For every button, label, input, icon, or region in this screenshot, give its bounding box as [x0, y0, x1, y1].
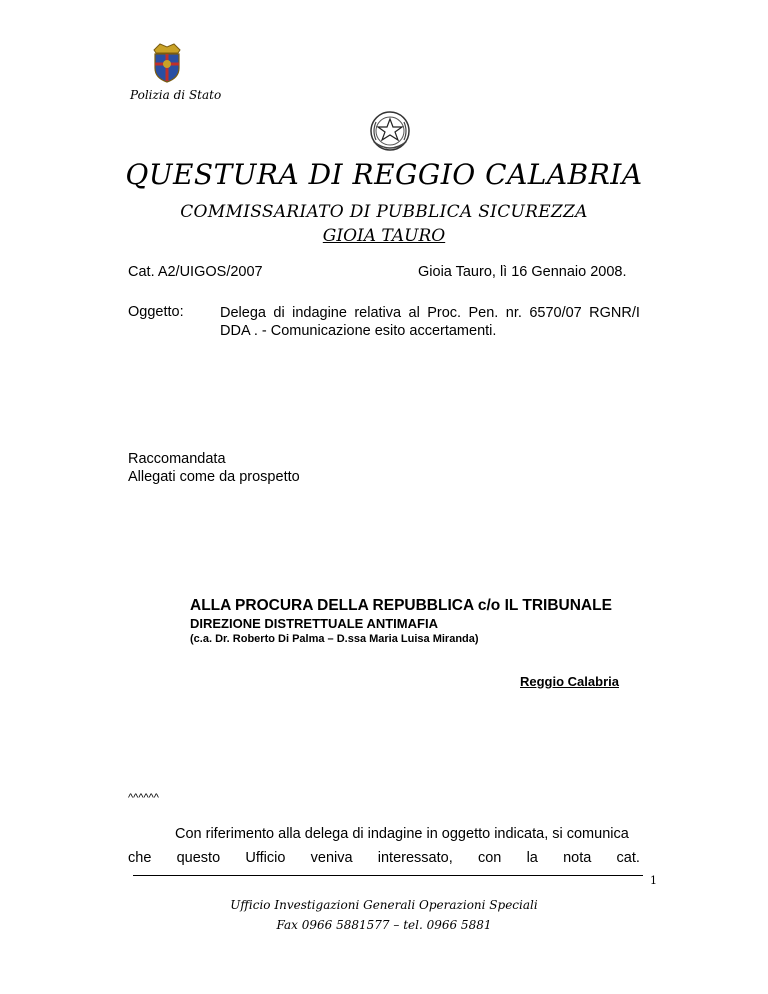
- body-line-1: Con riferimento alla delega di indagine in oggetto indicata, si comunica: [175, 826, 629, 842]
- category-code: Cat. A2/UIGOS/2007: [128, 264, 263, 280]
- delivery-method: Raccomandata: [128, 451, 226, 467]
- footer-office: Ufficio Investigazioni Generali Operazioni Speciali: [230, 898, 538, 912]
- polizia-emblem-icon: [148, 40, 186, 84]
- subject-word: al: [408, 305, 420, 321]
- recipient-line-2: DIREZIONE DISTRETTUALE ANTIMAFIA: [190, 616, 438, 631]
- commissariato-subtitle: COMMISSARIATO DI PUBBLICA SICUREZZA: [180, 202, 588, 222]
- body-word: la: [526, 850, 538, 866]
- recipient-city: Reggio Calabria: [520, 674, 619, 689]
- subject-word: relativa: [354, 305, 402, 321]
- police-label: Polizia di Stato: [130, 88, 222, 102]
- subject-word: Proc.: [427, 305, 462, 321]
- body-word: con: [477, 850, 502, 866]
- footer-divider: [133, 875, 643, 876]
- body-word: cat.: [616, 850, 640, 866]
- subject-word: nr.: [505, 305, 522, 321]
- recipient-attention: (c.a. Dr. Roberto Di Palma – D.ssa Maria Luisa Miranda): [190, 633, 479, 645]
- body-word: interessato,: [377, 850, 453, 866]
- questura-title: QUESTURA DI REGGIO CALABRIA: [125, 158, 643, 191]
- subject-word: 6570/07: [529, 305, 582, 321]
- separator: ^^^^^^: [128, 792, 159, 804]
- republic-emblem-icon: [368, 108, 412, 154]
- body-line-2: [128, 850, 640, 866]
- subject-line-2: DDA . - Comunicazione esito accertamenti.: [220, 323, 497, 339]
- body-word: veniva: [310, 850, 353, 866]
- body-word: questo: [176, 850, 221, 866]
- subject-label: Oggetto:: [128, 304, 184, 320]
- subject-text: [220, 304, 640, 340]
- recipient-line-1: ALLA PROCURA DELLA REPUBBLICA c/o IL TRIBUNALE: [190, 597, 612, 614]
- subject-line-1: [220, 304, 640, 322]
- body-word: Ufficio: [245, 850, 286, 866]
- subject-word: indagine: [292, 305, 347, 321]
- office-name: GIOIA TAURO: [322, 226, 446, 246]
- body-word: che: [128, 850, 152, 866]
- attachments-note: Allegati come da prospetto: [128, 469, 300, 485]
- body-word: nota: [563, 850, 592, 866]
- subject-word: di: [273, 305, 285, 321]
- subject-word: RGNR/I: [589, 305, 640, 321]
- subject-word: Pen.: [468, 305, 499, 321]
- subject-word: Delega: [220, 305, 266, 321]
- document-date: Gioia Tauro, lì 16 Gennaio 2008.: [418, 264, 627, 280]
- delivery-info: [128, 450, 300, 486]
- footer-contacts: Fax 0966 5881577 – tel. 0966 5881: [276, 918, 492, 932]
- page-number: 1: [650, 874, 657, 887]
